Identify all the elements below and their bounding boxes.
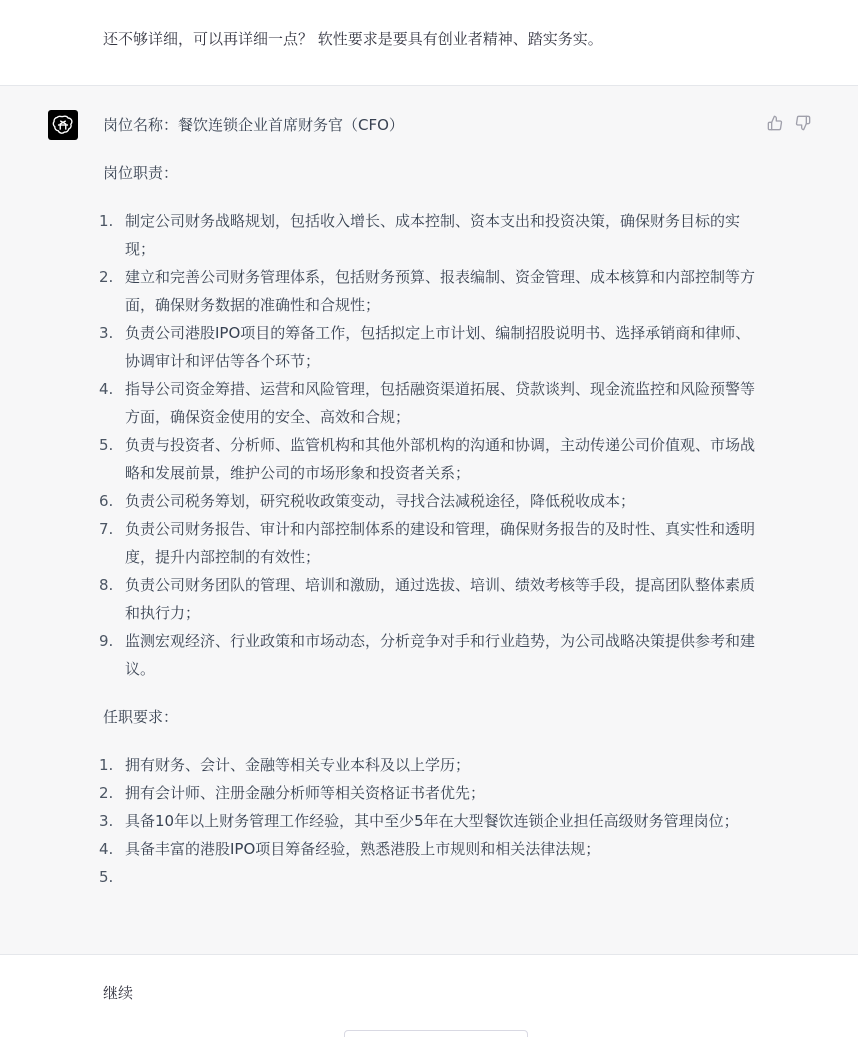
list-item: 3. 负责公司港股IPO项目的筹备工作，包括拟定上市计划、编制招股说明书、选择承销商和律师、协调审计和评估等各个环节； (99, 324, 751, 370)
list-item: 9. 监测宏观经济、行业政策和市场动态，分析竞争对手和行业趋势，为公司战略决策提供参考和建议。 (99, 632, 756, 678)
user-message-text: 还不够详细，可以再详细一点？ 软性要求是要具有创业者精神、踏实务实。 (103, 30, 603, 48)
list-item: 5. 负责与投资者、分析师、监管机构和其他外部机构的沟通和协调，主动传递公司价值观、市场战略和发展前景，维护公司的市场形象和投资者关系； (99, 436, 756, 482)
thumbs-down-icon[interactable] (794, 114, 812, 132)
job-title: 岗位名称：餐饮连锁企业首席财务官（CFO） (103, 116, 404, 134)
thumbs-up-icon[interactable] (766, 114, 784, 132)
list-item: 4. 具备丰富的港股IPO项目筹备经验，熟悉港股上市规则和相关法律法规； (99, 840, 601, 858)
openai-logo-icon (48, 110, 78, 140)
list-item: 8. 负责公司财务团队的管理、培训和激励，通过选拔、培训、绩效考核等手段，提高团队整体素质和执行力； (99, 576, 756, 622)
responsibilities-heading: 岗位职责： (103, 164, 179, 182)
responsibilities-list (99, 207, 758, 683)
regenerate-button[interactable] (344, 1030, 528, 1037)
list-item: 2. 建立和完善公司财务管理体系，包括财务预算、报表编制、资金管理、成本核算和内部控制等方面，确保财务数据的准确性和合规性； (99, 268, 756, 314)
user-message-text: 继续 (103, 984, 134, 1002)
list-item: 2. 拥有会计师、注册金融分析师等相关资格证书者优先； (99, 784, 486, 802)
list-item: 4. 指导公司资金筹措、运营和风险管理，包括融资渠道拓展、贷款谈判、现金流监控和风险预警等方面，确保资金使用的安全、高效和合规； (99, 380, 756, 426)
user-message (0, 0, 858, 86)
list-item: 1. 拥有财务、会计、金融等相关专业本科及以上学历； (99, 756, 471, 774)
list-item: 3. 具备10年以上财务管理工作经验，其中至少5年在大型餐饮连锁企业担任高级财务管理岗位； (99, 812, 739, 830)
list-item: 7. 负责公司财务报告、审计和内部控制体系的建设和管理，确保财务报告的及时性、真实性和透明度，提升内部控制的有效性； (99, 520, 756, 566)
user-message (0, 955, 858, 1037)
requirements-heading: 任职要求： (103, 708, 179, 726)
assistant-message-content (99, 111, 758, 886)
list-item: 1. 制定公司财务战略规划，包括收入增长、成本控制、资本支出和投资决策，确保财务目标的实现； (99, 212, 741, 258)
requirements-list: 1. 拥有财务、会计、金融等相关专业本科及以上学历； 2. 拥有会计师、注册金融分析师等相关资格证书者优先； 3. 具备10年以上财务管理工作经验，其中至少5年在大型餐饮连锁企业担任高级财务管理岗位； 4. 具备丰富的港股IPO项目筹备经验，熟悉港股上市规则和相关法律法规； 5. (103, 751, 758, 863)
list-item: 6. 负责公司税务筹划，研究税收政策变动，寻找合法减税途径，降低税收成本； (99, 492, 636, 510)
